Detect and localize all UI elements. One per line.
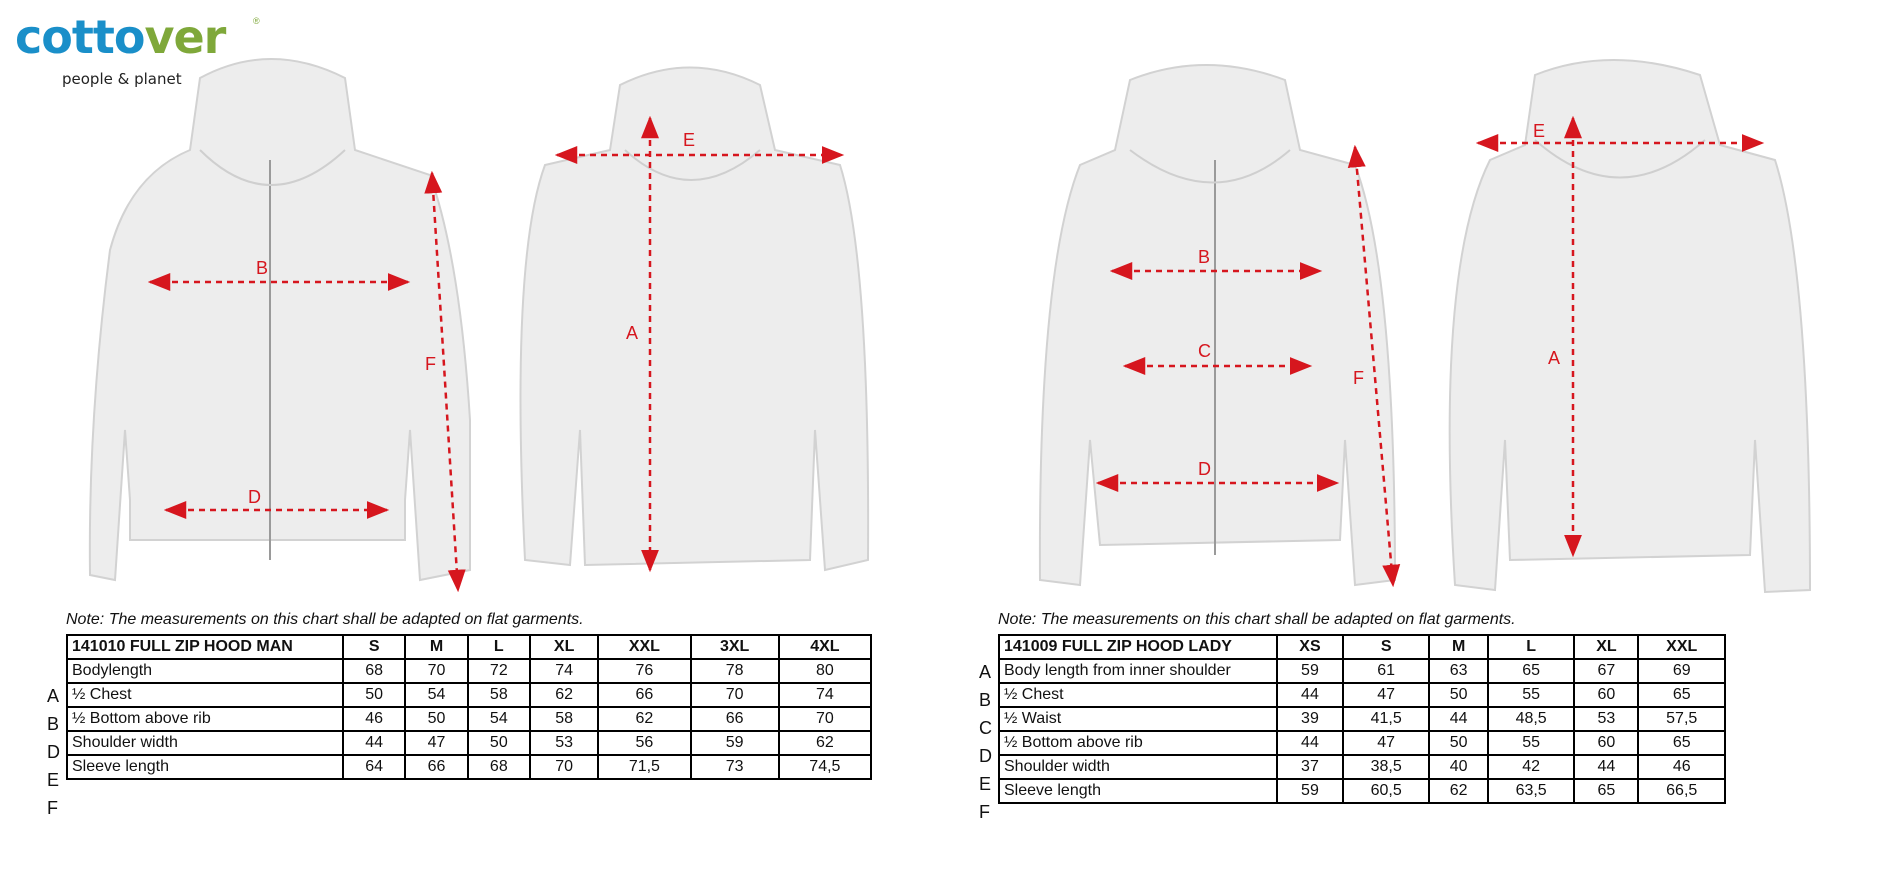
lady-letter: D (979, 746, 992, 766)
cell-value: 62 (530, 683, 598, 707)
cell-value: 71,5 (598, 755, 690, 779)
logo-wordmark: cottover (15, 10, 226, 64)
table-row (67, 755, 871, 779)
cell-value: 70 (405, 659, 467, 683)
table-row (999, 731, 1725, 755)
row-label: Body length from inner shoulder (999, 659, 1277, 683)
cell-value: 69 (1638, 659, 1725, 683)
cell-value: 55 (1488, 731, 1575, 755)
cell-value: 55 (1488, 683, 1575, 707)
cell-value: 60 (1574, 683, 1638, 707)
cell-value: 62 (1429, 779, 1487, 803)
cell-value: 60 (1574, 731, 1638, 755)
man-letter: A (47, 686, 60, 706)
cell-value: 44 (1574, 755, 1638, 779)
cell-value: 46 (343, 707, 405, 731)
table-row (67, 683, 871, 707)
row-label: ½ Chest (67, 683, 343, 707)
cell-value: 74,5 (779, 755, 871, 779)
cell-value: 72 (468, 659, 530, 683)
cell-value: 46 (1638, 755, 1725, 779)
cell-value: 56 (598, 731, 690, 755)
cell-value: 62 (779, 731, 871, 755)
man-letter: B (47, 714, 60, 734)
size-header: M (405, 635, 467, 659)
man-letter: E (47, 770, 60, 790)
table-row (67, 707, 871, 731)
man-size-table (66, 634, 872, 780)
size-header: L (1488, 635, 1575, 659)
cell-value: 68 (343, 659, 405, 683)
table-row (999, 659, 1725, 683)
size-header: 3XL (691, 635, 779, 659)
cell-value: 53 (1574, 707, 1638, 731)
row-label: Sleeve length (67, 755, 343, 779)
cell-value: 60,5 (1343, 779, 1430, 803)
cell-value: 44 (343, 731, 405, 755)
cell-value: 78 (691, 659, 779, 683)
cell-value: 54 (405, 683, 467, 707)
cell-value: 58 (530, 707, 598, 731)
cell-value: 50 (405, 707, 467, 731)
lady-back-hoodie-image (1450, 60, 1810, 592)
size-header: S (1343, 635, 1430, 659)
table-row (999, 683, 1725, 707)
lady-letter: E (979, 774, 992, 794)
size-header: XL (1574, 635, 1638, 659)
cell-value: 62 (598, 707, 690, 731)
cell-value: 41,5 (1343, 707, 1430, 731)
man-marker-d: D (248, 487, 261, 507)
row-label: ½ Chest (999, 683, 1277, 707)
logo-tagline: people & planet (62, 70, 182, 88)
lady-letter: C (979, 718, 992, 738)
cell-value: 37 (1277, 755, 1343, 779)
cell-value: 63 (1429, 659, 1487, 683)
cell-value: 44 (1277, 731, 1343, 755)
cell-value: 47 (1343, 731, 1430, 755)
cell-value: 67 (1574, 659, 1638, 683)
size-header: XS (1277, 635, 1343, 659)
size-header: XL (530, 635, 598, 659)
cell-value: 50 (468, 731, 530, 755)
row-label: Sleeve length (999, 779, 1277, 803)
man-table-title: 141010 FULL ZIP HOOD MAN (67, 635, 343, 659)
lady-marker-a: A (1548, 348, 1561, 368)
row-label: Shoulder width (67, 731, 343, 755)
cell-value: 64 (343, 755, 405, 779)
man-note: Note: The measurements on this chart shall be adapted on flat garments. (66, 611, 584, 628)
cell-value: 58 (468, 683, 530, 707)
table-header-row (67, 635, 871, 659)
lady-marker-b: B (1198, 247, 1211, 267)
cell-value: 65 (1488, 659, 1575, 683)
lady-letter-column (979, 658, 992, 826)
cell-value: 74 (530, 659, 598, 683)
table-row (999, 779, 1725, 803)
size-header: 4XL (779, 635, 871, 659)
man-marker-b: B (256, 258, 269, 278)
cell-value: 66 (405, 755, 467, 779)
cell-value: 63,5 (1488, 779, 1575, 803)
table-row (999, 707, 1725, 731)
cell-value: 59 (1277, 779, 1343, 803)
cell-value: 65 (1574, 779, 1638, 803)
lady-letter: B (979, 690, 992, 710)
size-header: S (343, 635, 405, 659)
row-label: Bodylength (67, 659, 343, 683)
man-marker-e: E (683, 130, 696, 150)
cell-value: 70 (530, 755, 598, 779)
man-marker-a: A (626, 323, 639, 343)
cell-value: 47 (405, 731, 467, 755)
size-header: L (468, 635, 530, 659)
table-header-row (999, 635, 1725, 659)
cell-value: 57,5 (1638, 707, 1725, 731)
cell-value: 50 (1429, 731, 1487, 755)
lady-size-table (998, 634, 1726, 804)
cell-value: 66 (598, 683, 690, 707)
cell-value: 70 (779, 707, 871, 731)
cell-value: 44 (1277, 683, 1343, 707)
cell-value: 61 (1343, 659, 1430, 683)
cell-value: 40 (1429, 755, 1487, 779)
table-row (67, 659, 871, 683)
size-header: M (1429, 635, 1487, 659)
cell-value: 65 (1638, 731, 1725, 755)
cell-value: 42 (1488, 755, 1575, 779)
man-front-hoodie-image (90, 59, 470, 580)
lady-letter: F (979, 802, 990, 822)
man-letter-column (47, 682, 60, 822)
cell-value: 68 (468, 755, 530, 779)
cell-value: 76 (598, 659, 690, 683)
lady-front-hoodie-image (1040, 65, 1395, 585)
row-label: Shoulder width (999, 755, 1277, 779)
cell-value: 80 (779, 659, 871, 683)
cell-value: 66,5 (1638, 779, 1725, 803)
cell-value: 39 (1277, 707, 1343, 731)
size-header: XXL (1638, 635, 1725, 659)
lady-note: Note: The measurements on this chart shall be adapted on flat garments. (998, 611, 1516, 628)
cell-value: 65 (1638, 683, 1725, 707)
man-letter: D (47, 742, 60, 762)
row-label: ½ Bottom above rib (999, 731, 1277, 755)
lady-marker-f: F (1353, 368, 1364, 388)
size-header: XXL (598, 635, 690, 659)
cell-value: 44 (1429, 707, 1487, 731)
cell-value: 53 (530, 731, 598, 755)
lady-table-title: 141009 FULL ZIP HOOD LADY (999, 635, 1277, 659)
cell-value: 66 (691, 707, 779, 731)
cell-value: 70 (691, 683, 779, 707)
row-label: ½ Waist (999, 707, 1277, 731)
cell-value: 59 (1277, 659, 1343, 683)
cell-value: 54 (468, 707, 530, 731)
man-letter: F (47, 798, 58, 818)
cell-value: 50 (343, 683, 405, 707)
table-row (67, 731, 871, 755)
row-label: ½ Bottom above rib (67, 707, 343, 731)
lady-letter: A (979, 662, 992, 682)
registered-mark: ® (253, 16, 260, 26)
cell-value: 50 (1429, 683, 1487, 707)
cell-value: 48,5 (1488, 707, 1575, 731)
lady-marker-d: D (1198, 459, 1211, 479)
table-row (999, 755, 1725, 779)
cell-value: 47 (1343, 683, 1430, 707)
lady-marker-e: E (1533, 121, 1546, 141)
man-marker-f: F (425, 354, 436, 374)
cell-value: 74 (779, 683, 871, 707)
cell-value: 59 (691, 731, 779, 755)
lady-marker-c: C (1198, 341, 1211, 361)
cell-value: 38,5 (1343, 755, 1430, 779)
cell-value: 73 (691, 755, 779, 779)
